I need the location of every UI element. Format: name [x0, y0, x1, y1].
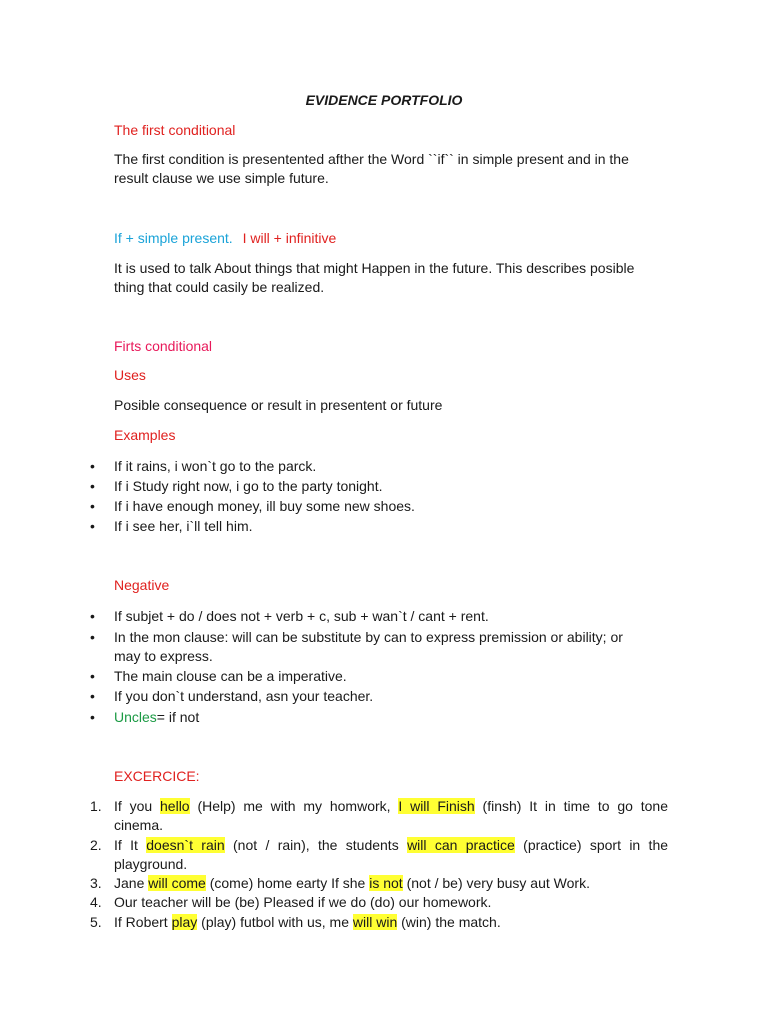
exercise-text: (finsh) It in time to go tone [482, 798, 668, 814]
heading-uses: Uses [114, 367, 146, 383]
example-item: If i have enough money, ill buy some new shoes. [114, 498, 415, 514]
answer-highlight: will can practice [407, 837, 515, 853]
exercise-text: (win) the match. [401, 914, 501, 930]
exercise-item-1 [114, 797, 668, 816]
negative-item: The main clouse can be a imperative. [114, 668, 347, 684]
exercise-text: (not / rain), the students [233, 837, 399, 853]
heading-firts-conditional: Firts conditional [114, 338, 213, 354]
exercise-text: If you [114, 798, 153, 814]
usage-line-2: thing that could casily be realized. [114, 279, 325, 295]
intro-line-2: result clause we use simple future. [114, 170, 329, 186]
heading-examples: Examples [114, 427, 176, 443]
exercise-number: 3. [90, 875, 102, 891]
answer-highlight: is not [369, 875, 403, 891]
exercise-text: (practice) sport in the [523, 837, 669, 853]
answer-highlight: doesn`t rain [146, 837, 225, 853]
uncles-term: Uncles [114, 709, 157, 725]
negative-item: If subjet + do / does not + verb + c, sub + wan`t / cant + rent. [114, 608, 489, 624]
answer-highlight: play [171, 914, 198, 930]
exercise-text: Jane [114, 875, 145, 891]
bullet-icon: • [90, 498, 95, 514]
heading-exercise: EXCERCICE: [114, 768, 200, 784]
bullet-icon: • [90, 709, 95, 725]
exercise-text: (come) home earty If she [209, 875, 366, 891]
example-item: If i Study right now, i go to the party tonight. [114, 478, 383, 494]
exercise-item-5 [114, 913, 668, 932]
negative-item: If you don`t understand, asn your teacher. [114, 688, 374, 704]
bullet-icon: • [90, 629, 95, 645]
negative-item-continuation: may to express. [114, 648, 213, 664]
answer-highlight: will come [148, 875, 206, 891]
exercise-number: 5. [90, 914, 102, 930]
page-title: EVIDENCE PORTFOLIO [305, 92, 463, 108]
exercise-text: (not / be) very busy aut Work. [406, 875, 590, 891]
exercise-number: 2. [90, 837, 102, 853]
exercise-text: (play) futbol with us, me [201, 914, 350, 930]
uses-text: Posible consequence or result in presentent or future [114, 397, 443, 413]
bullet-icon: • [90, 458, 95, 474]
answer-highlight: will win [352, 914, 398, 930]
answer-highlight: I will Finish [398, 798, 475, 814]
exercise-text: (Help) me with my homwork, [197, 798, 391, 814]
heading-first-conditional: The first conditional [114, 122, 236, 138]
exercise-item-2 [114, 836, 668, 855]
exercise-number: 4. [90, 894, 102, 910]
answer-highlight: hello [160, 798, 190, 814]
intro-line-1: The first condition is presentented afther the Word ``if`` in simple present and in the [114, 151, 629, 167]
bullet-icon: • [90, 518, 95, 534]
exercise-number: 1. [90, 798, 102, 814]
exercise-text: If Robert [114, 914, 168, 930]
example-item: If it rains, i won`t go to the parck. [114, 458, 317, 474]
bullet-icon: • [90, 668, 95, 684]
exercise-item-3 [114, 874, 668, 893]
formula-line [114, 229, 336, 248]
formula-result-clause: I will + infinitive [242, 230, 337, 246]
negative-item [114, 708, 199, 727]
bullet-icon: • [90, 688, 95, 704]
usage-line-1: It is used to talk About things that might Happen in the future. This describes posible [114, 260, 635, 276]
heading-negative: Negative [114, 577, 170, 593]
uncles-definition: = if not [156, 709, 200, 725]
exercise-text: If It [114, 837, 138, 853]
exercise-item-1-continuation: cinema. [114, 817, 164, 833]
formula-if-clause: If + simple present. [114, 230, 233, 246]
bullet-icon: • [90, 478, 95, 494]
example-item: If i see her, i`ll tell him. [114, 518, 253, 534]
bullet-icon: • [90, 608, 95, 624]
negative-item: In the mon clause: will can be substitute by can to express premission or ability; or [114, 629, 623, 645]
exercise-item-2-continuation: playground. [114, 856, 188, 872]
exercise-item-4: Our teacher will be (be) Pleased if we do (do) our homework. [114, 894, 492, 910]
